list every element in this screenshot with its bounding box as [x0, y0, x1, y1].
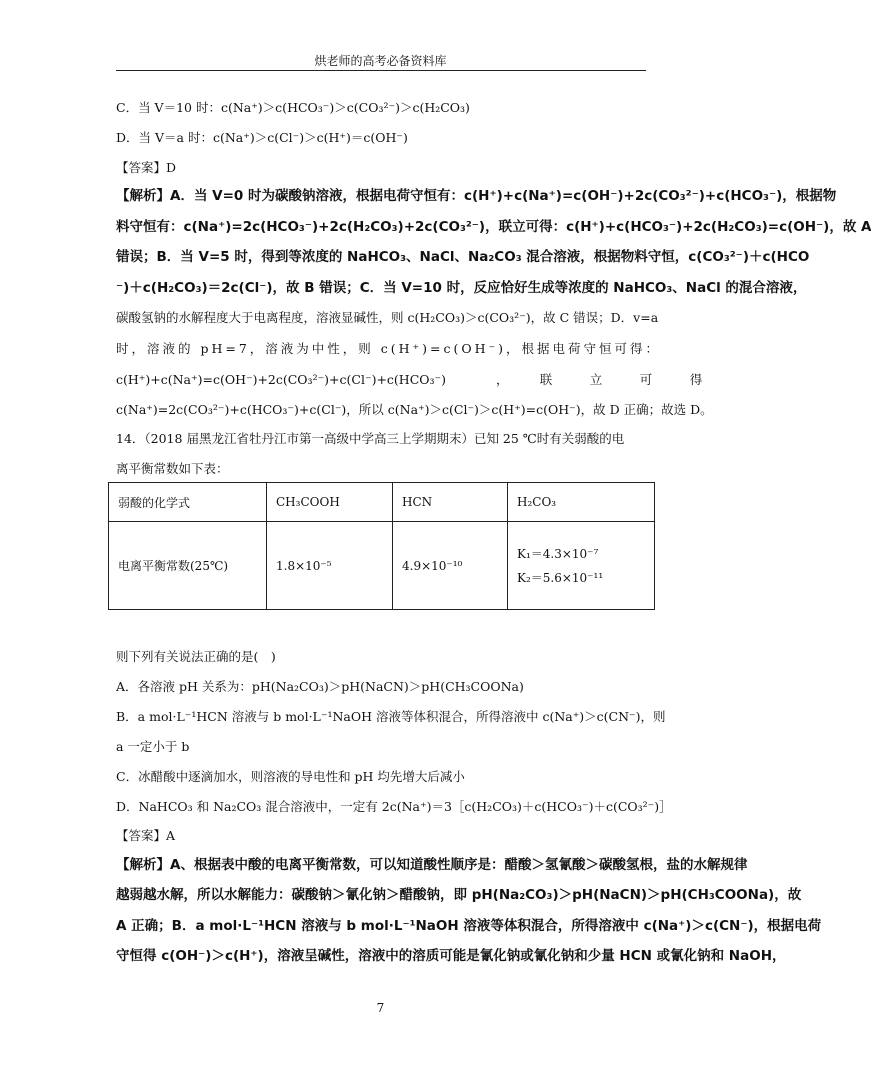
- analysis-line: c(H⁺)+c(Na⁺)=c(OH⁻)+2c(CO₃²⁻)+c(Cl⁻)+c(HCO₃⁻) ， 联 立 可 得: [116, 372, 703, 387]
- analysis-line: c(Na⁺)=2c(CO₃²⁻)+c(HCO₃⁻)+c(Cl⁻)，所以 c(Na⁺)＞c(Cl⁻)＞c(H⁺)=c(OH⁻)，故 D 正确；故选 D。: [116, 402, 713, 417]
- analysis-line: 【解析】A、根据表中酸的电离平衡常数，可以知道酸性顺序是：醋酸＞氢氰酸＞碳酸氢根，盐的水解规律: [116, 857, 748, 873]
- analysis-line: 时，溶液的 pH=7，溶液为中性，则 c(H⁺)=c(OH⁻)，根据电荷守恒可得：: [116, 341, 662, 356]
- answer-line: 【答案】D: [116, 160, 177, 175]
- table-cell: 4.9×10⁻¹⁰: [393, 522, 508, 610]
- page-number: 7: [376, 1001, 385, 1015]
- page-header: 烘老师的高考必备资料库: [314, 54, 447, 68]
- table-row: [109, 522, 655, 610]
- table-header-cell: 弱酸的化学式: [109, 483, 267, 522]
- analysis-line: 越弱越水解，所以水解能力：碳酸钠＞氰化钠＞醋酸钠，即 pH(Na₂CO₃)＞pH(NaCN)＞pH(CH₃COONa)，故: [116, 887, 802, 903]
- answer-line: 【答案】A: [116, 828, 176, 843]
- ionization-constant-table: [108, 482, 655, 610]
- analysis-line: 料守恒有：c(Na⁺)=2c(HCO₃⁻)+2c(H₂CO₃)+2c(CO₃²⁻)，联立可得：c(H⁺)+c(HCO₃⁻)+2c(H₂CO₃)=c(OH⁻)，故 A: [116, 219, 871, 235]
- option-d-line: D．当 V＝a 时：c(Na⁺)＞c(Cl⁻)＞c(H⁺)＝c(OH⁻): [116, 130, 408, 145]
- option-c: C．冰醋酸中逐滴加水，则溶液的导电性和 pH 均先增大后减小: [116, 769, 465, 784]
- analysis-line: A 正确；B．a mol·L⁻¹HCN 溶液与 b mol·L⁻¹NaOH 溶液等体积混合，所得溶液中 c(Na⁺)＞c(CN⁻)，根据电荷: [116, 918, 822, 934]
- k2-value: K₂＝5.6×10⁻¹¹: [517, 570, 604, 585]
- k1-value: K₁＝4.3×10⁻⁷: [517, 546, 599, 561]
- table-cell: [508, 522, 655, 610]
- table-cell: 电离平衡常数(25℃): [109, 522, 267, 610]
- question-14-line: 14．（2018 届黑龙江省牡丹江市第一高级中学高三上学期期末）已知 25 ℃时有关弱酸的电: [116, 431, 625, 446]
- table-header-cell: H₂CO₃: [508, 483, 655, 522]
- question-stem: 则下列有关说法正确的是( ): [116, 649, 276, 664]
- analysis-line: ⁻)＋c(H₂CO₃)＝2c(Cl⁻)，故 B 错误；C．当 V=10 时，反应恰好生成等浓度的 NaHCO₃、NaCl 的混合溶液，: [116, 280, 807, 296]
- option-c-line: C．当 V＝10 时：c(Na⁺)＞c(HCO₃⁻)＞c(CO₃²⁻)＞c(H₂CO₃): [116, 100, 470, 115]
- option-b: B．a mol·L⁻¹HCN 溶液与 b mol·L⁻¹NaOH 溶液等体积混合，所得溶液中 c(Na⁺)＞c(CN⁻)，则: [116, 709, 666, 724]
- analysis-line: 守恒得 c(OH⁻)＞c(H⁺)，溶液呈碱性，溶液中的溶质可能是氰化钠或氰化钠和少量 HCN 或氰化钠和 NaOH，: [116, 948, 786, 964]
- analysis-line: 错误；B．当 V=5 时，得到等浓度的 NaHCO₃、NaCl、Na₂CO₃ 混合溶液，根据物料守恒，c(CO₃²⁻)＋c(HCO: [116, 249, 810, 265]
- table-header-cell: CH₃COOH: [267, 483, 393, 522]
- option-d: D．NaHCO₃ 和 Na₂CO₃ 混合溶液中，一定有 2c(Na⁺)＝3［c(H₂CO₃)＋c(HCO₃⁻)＋c(CO₃²⁻)］: [116, 799, 672, 814]
- option-a: A．各溶液 pH 关系为：pH(Na₂CO₃)＞pH(NaCN)＞pH(CH₃COONa): [116, 679, 524, 694]
- analysis-line: 碳酸氢钠的水解程度大于电离程度，溶液显碱性，则 c(H₂CO₃)＞c(CO₃²⁻)，故 C 错误；D．v=a: [116, 310, 659, 325]
- header-rule: [116, 70, 646, 71]
- table-cell: 1.8×10⁻⁵: [267, 522, 393, 610]
- table-row: [109, 483, 655, 522]
- table-header-cell: HCN: [393, 483, 508, 522]
- analysis-line: 【解析】A．当 V=0 时为碳酸钠溶液，根据电荷守恒有：c(H⁺)+c(Na⁺)=c(OH⁻)+2c(CO₃²⁻)+c(HCO₃⁻)，根据物: [116, 188, 837, 204]
- option-b-continued: a 一定小于 b: [116, 739, 190, 754]
- question-14-line: 离平衡常数如下表：: [116, 461, 229, 476]
